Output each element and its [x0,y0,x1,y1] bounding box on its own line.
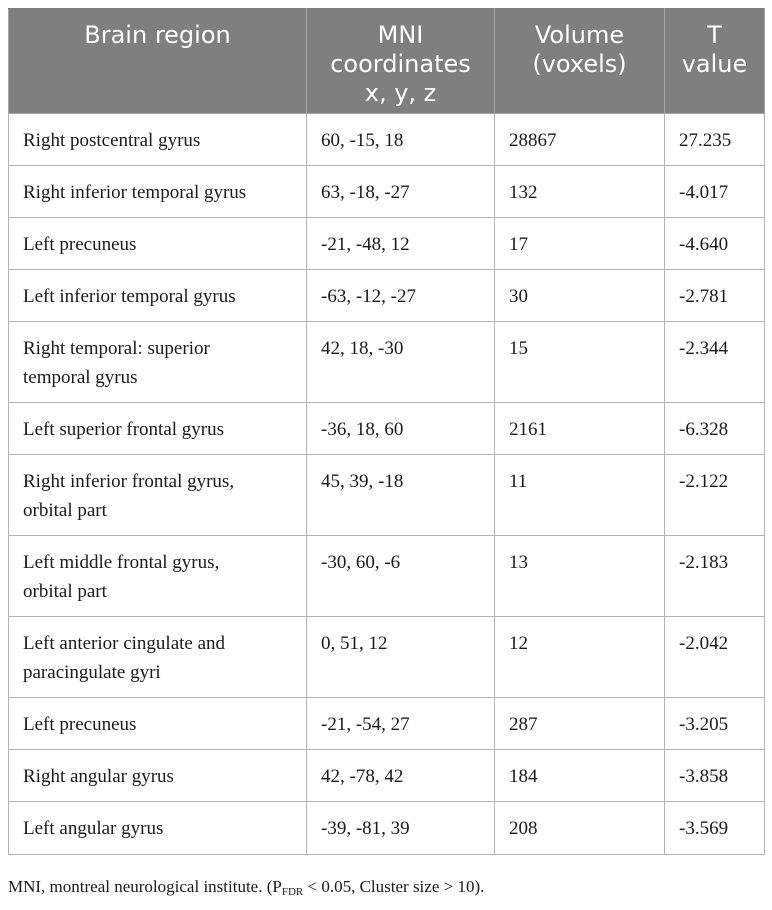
header-coords-line2: coordinates [330,50,471,78]
cell-volume: 15 [495,322,665,403]
footnote-suffix: < 0.05, Cluster size > 10). [303,877,485,896]
cell-volume: 132 [495,166,665,218]
header-t-value [665,9,765,114]
cell-coords: 60, -15, 18 [307,114,495,166]
table-row [9,455,765,536]
cell-coords: 42, 18, -30 [307,322,495,403]
table-row [9,750,765,802]
cell-t-value: -4.640 [665,218,765,270]
cell-coords: -63, -12, -27 [307,270,495,322]
cell-volume: 30 [495,270,665,322]
header-brain-region [9,9,307,114]
region-name-line1: Right temporal: superior [23,338,210,359]
region-name: Left superior frontal gyrus [23,419,225,440]
region-name: Left precuneus [23,234,137,255]
table-row [9,802,765,855]
table-row [9,617,765,698]
cell-volume: 11 [495,455,665,536]
region-name-line2: temporal gyrus [23,367,138,388]
footnote-prefix: MNI, montreal neurological institute. (P [8,877,282,896]
header-volume [495,9,665,114]
cell-region [9,403,307,455]
header-coords-line1: MNI [377,21,424,49]
cell-region [9,750,307,802]
region-name: Right inferior temporal gyrus [23,182,247,203]
cell-t-value: -2.183 [665,536,765,617]
cell-region [9,322,307,403]
cell-volume: 13 [495,536,665,617]
cell-t-value: -2.122 [665,455,765,536]
header-volume-line1: Volume [534,21,625,49]
cell-region [9,114,307,166]
cell-volume: 28867 [495,114,665,166]
cell-volume: 12 [495,617,665,698]
header-brain-region-label: Brain region [84,21,231,49]
cell-volume: 184 [495,750,665,802]
header-row [9,9,765,114]
header-t-line1: T [707,21,722,49]
region-name-line2: paracingulate gyri [23,662,161,683]
cell-t-value: -2.042 [665,617,765,698]
region-name-line1: Left anterior cingulate and [23,633,226,654]
cell-t-value: -2.344 [665,322,765,403]
cell-region [9,536,307,617]
region-name: Left inferior temporal gyrus [23,286,236,307]
table-row [9,114,765,166]
cell-region [9,802,307,855]
cell-coords: -39, -81, 39 [307,802,495,855]
cell-coords: -21, -48, 12 [307,218,495,270]
table-header [9,9,765,114]
table-row [9,403,765,455]
cell-region [9,698,307,750]
table-row [9,698,765,750]
cell-volume: 287 [495,698,665,750]
table-body [9,114,765,855]
cell-coords: 63, -18, -27 [307,166,495,218]
cell-t-value: -4.017 [665,166,765,218]
cell-t-value: -6.328 [665,403,765,455]
table-row [9,270,765,322]
header-volume-line2: (voxels) [532,50,627,78]
region-name: Left angular gyrus [23,818,164,839]
header-coords-line3: x, y, z [364,79,437,107]
header-t-line2: value [681,50,748,78]
region-name-line2: orbital part [23,581,107,602]
region-name: Left precuneus [23,714,137,735]
cell-region [9,617,307,698]
table-row [9,166,765,218]
table-footnote [8,877,484,902]
cell-t-value: 27.235 [665,114,765,166]
results-table-container [8,8,764,855]
region-name-line2: orbital part [23,500,107,521]
footnote-subscript: FDR [281,886,304,898]
cell-region [9,455,307,536]
brain-regions-table [8,8,765,855]
cell-t-value: -3.205 [665,698,765,750]
cell-coords: -30, 60, -6 [307,536,495,617]
table-row [9,322,765,403]
cell-volume: 208 [495,802,665,855]
cell-coords: -36, 18, 60 [307,403,495,455]
cell-volume: 2161 [495,403,665,455]
cell-region [9,270,307,322]
cell-region [9,218,307,270]
table-row [9,218,765,270]
cell-region [9,166,307,218]
cell-volume: 17 [495,218,665,270]
table-row [9,536,765,617]
cell-t-value: -2.781 [665,270,765,322]
cell-t-value: -3.858 [665,750,765,802]
cell-coords: 45, 39, -18 [307,455,495,536]
region-name: Right angular gyrus [23,766,174,787]
region-name-line1: Right inferior frontal gyrus, [23,471,235,492]
cell-coords: -21, -54, 27 [307,698,495,750]
cell-t-value: -3.569 [665,802,765,855]
cell-coords: 42, -78, 42 [307,750,495,802]
header-mni-coordinates [307,9,495,114]
cell-coords: 0, 51, 12 [307,617,495,698]
region-name-line1: Left middle frontal gyrus, [23,552,220,573]
region-name: Right postcentral gyrus [23,130,201,151]
